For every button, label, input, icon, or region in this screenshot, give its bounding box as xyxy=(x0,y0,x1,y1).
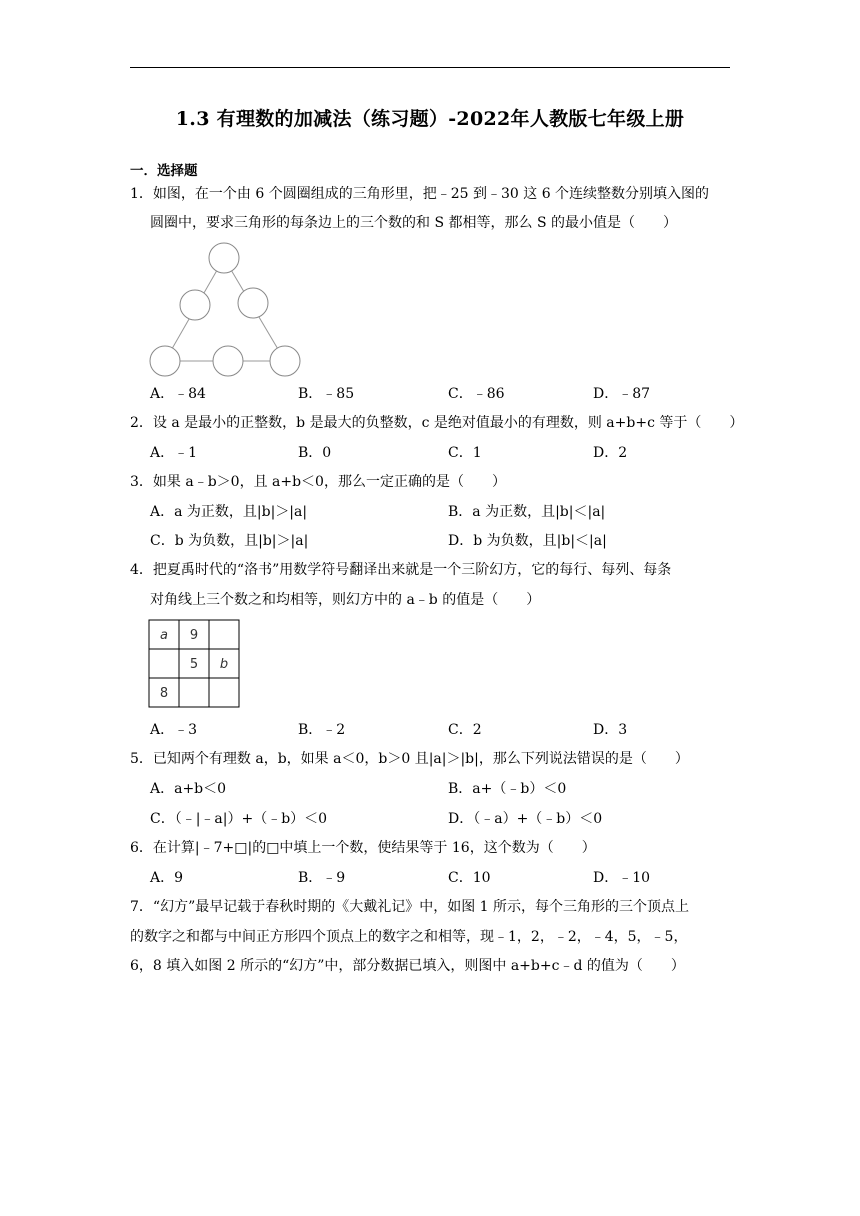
q5-stem: 5．已知两个有理数 a，b，如果 a＜0，b＞0 且|a|＞|b|，那么下列说法错误的是（ ） xyxy=(130,751,689,767)
q4-stem-line1: 4．把夏禹时代的“洛书”用数学符号翻译出来就是一个三阶幻方，它的每行、每列、每条 xyxy=(130,562,672,578)
q3-option-b: B．a 为正数，且|b|＜|a| xyxy=(448,504,606,520)
q4-option-b: B．﹣2 xyxy=(298,722,346,738)
page-title: 1.3 有理数的加减法（练习题）-2022年人教版七年级上册 xyxy=(175,108,685,130)
circle-bottom-right xyxy=(270,346,300,376)
q4-option-d: D．3 xyxy=(593,722,628,738)
grid-cell-0: a xyxy=(160,628,168,643)
q2-option-a: A．﹣1 xyxy=(150,445,198,461)
q6-option-b: B．﹣9 xyxy=(298,870,346,886)
circle-triangle-figure xyxy=(140,240,310,380)
q6-stem: 6．在计算|﹣7+□|的□中填上一个数，使结果等于 16，这个数为（ ） xyxy=(130,840,596,856)
q5-option-d: D．（﹣a）+（﹣b）＜0 xyxy=(448,811,603,827)
header-rule xyxy=(130,67,730,68)
q7-stem-line2: 的数字之和都与中间正方形四个顶点上的数字之和相等，现﹣1，2，﹣2，﹣4，5，﹣5， xyxy=(130,929,688,945)
q1-option-d: D．﹣87 xyxy=(593,386,651,402)
q1-stem-line2: 圆圈中，要求三角形的每条边上的三个数的和 S 都相等，那么 S 的最小值是（ ） xyxy=(150,215,677,231)
q1-option-b: B．﹣85 xyxy=(298,386,355,402)
q4-option-c: C．2 xyxy=(448,722,482,738)
magic-square-figure xyxy=(148,619,242,710)
q3-stem: 3．如果 a﹣b＞0，且 a+b＜0，那么一定正确的是（ ） xyxy=(130,474,506,490)
q2-stem: 2．设 a 是最小的正整数，b 是最大的负整数，c 是绝对值最小的有理数，则 a+b+c 等于（ ） xyxy=(130,415,744,431)
q6-option-a: A．9 xyxy=(150,870,184,886)
circle-mid-left xyxy=(180,290,210,320)
q7-stem-line1: 7．“幻方”最早记载于春秋时期的《大戴礼记》中，如图 1 所示，每个三角形的三个顶点上 xyxy=(130,899,690,915)
circle-mid-right xyxy=(238,288,268,318)
circle-bottom-mid xyxy=(213,346,243,376)
q2-option-b: B．0 xyxy=(298,445,332,461)
q3-option-d: D．b 为负数，且|b|＜|a| xyxy=(448,533,607,549)
q5-option-a: A．a+b＜0 xyxy=(150,781,227,797)
q5-option-b: B．a+（﹣b）＜0 xyxy=(448,781,567,797)
q7-stem-line3: 6，8 填入如图 2 所示的“幻方”中，部分数据已填入，则图中 a+b+c﹣d 的值为（ ） xyxy=(130,958,685,974)
q1-option-a: A．﹣84 xyxy=(150,386,206,402)
q1-option-c: C．﹣86 xyxy=(448,386,505,402)
circle-bottom-left xyxy=(150,346,180,376)
grid-cell-5: b xyxy=(219,657,229,672)
q4-option-a: A．﹣3 xyxy=(150,722,198,738)
section-heading: 一．选择题 xyxy=(130,163,198,179)
grid-cell-1: 9 xyxy=(189,628,199,643)
q2-option-d: D．2 xyxy=(593,445,628,461)
grid-cell-4: 5 xyxy=(189,657,199,672)
q2-option-c: C．1 xyxy=(448,445,482,461)
q3-option-a: A．a 为正数，且|b|＞|a| xyxy=(150,504,308,520)
q6-option-c: C．10 xyxy=(448,870,491,886)
q1-stem-line1: 1．如图，在一个由 6 个圆圈组成的三角形里，把﹣25 到﹣30 这 6 个连续整数分别填入图的 xyxy=(130,186,710,202)
circle-top xyxy=(209,243,239,273)
q6-option-d: D．﹣10 xyxy=(593,870,651,886)
q5-option-c: C．（﹣|﹣a|）+（﹣b）＜0 xyxy=(150,811,328,827)
q3-option-c: C．b 为负数，且|b|＞|a| xyxy=(150,533,309,549)
grid-cell-6: 8 xyxy=(159,686,169,701)
q4-stem-line2: 对角线上三个数之和均相等，则幻方中的 a﹣b 的值是（ ） xyxy=(150,592,541,608)
